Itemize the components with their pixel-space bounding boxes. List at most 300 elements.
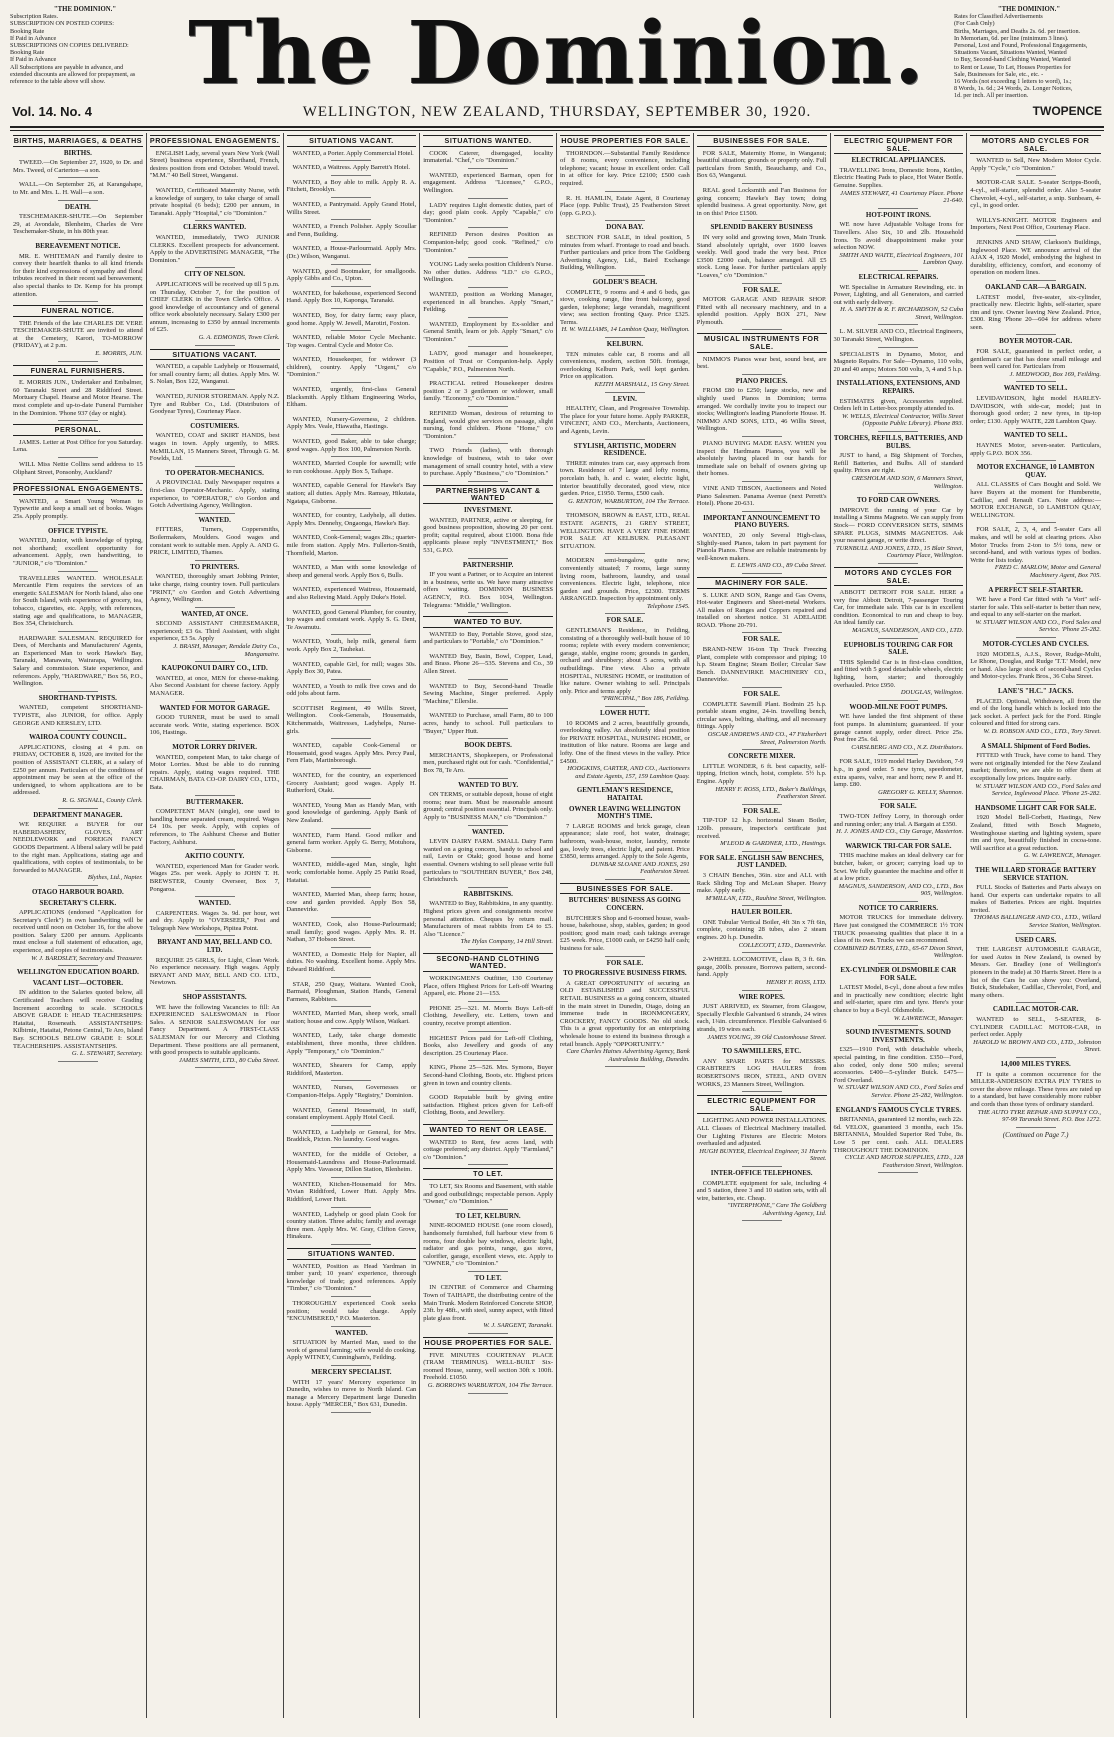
- ad-text: COMPETENT MAN (single), one used to handling home separated cream, required. Wages £4 10s. per week. Apply, with copies of references, to The Ashhurst Cheese and Butter Factory, Ashhurst.: [149, 808, 280, 846]
- ad-text: WANTED, at once, MEN for cheese-making. Also Second Assistant for cheese factory. Apply MANAGER.: [149, 674, 280, 698]
- ad-subheading: BIRTHS.: [63, 148, 92, 157]
- ad-text: 3 CHAIN Benches, 36in. size and ALL with Rack Sliding Top and McLean Shaper. Heavy make. Apply early.: [696, 871, 827, 895]
- ad-separator: [331, 382, 371, 383]
- ad-separator: [195, 896, 235, 897]
- classified-ad: [150, 754, 280, 792]
- ad-subheading: USED CARS.: [1015, 935, 1057, 944]
- ad-separator: [742, 329, 782, 330]
- classified-ad: [423, 447, 553, 477]
- ad-separator: [331, 330, 371, 331]
- ad-signature: G. A. EDMONDS, Town Clerk.: [198, 334, 280, 342]
- ad-subheading: EX-CYLINDER OLDSMOBILE CAR FOR SALE.: [840, 966, 957, 982]
- column-7: [831, 133, 968, 1718]
- ad-text: FULL Stocks of Batteries and Parts always on hand. Our experts can undertake repairs to all makes of Batteries. Prices are right. Inquiries invited.: [970, 884, 1101, 914]
- ad-separator: [331, 1326, 371, 1327]
- ad-text: WANTED, good Baker, able to take charge; good wages. Apply Box 100, Palmerston North.: [286, 438, 417, 453]
- section-heading: FUNERAL FURNISHERS.: [13, 365, 143, 377]
- ad-subheading: TO SAWMILLERS, ETC.: [722, 1047, 802, 1056]
- ad-separator: [331, 917, 371, 918]
- ad-separator: [58, 361, 98, 362]
- classified-ad: [423, 791, 553, 821]
- ad-subheading: ENGLAND'S FAMOUS CYCLE TYRES.: [835, 1105, 962, 1114]
- ad-separator: [58, 1061, 98, 1062]
- ad-text: WANTED, a Smart Young Woman to Typewrite and keep a small set of books. Wages 25s. Apply promptly.: [13, 497, 143, 520]
- rates-line: Subscription Rates.: [10, 13, 59, 21]
- classified-ad: [834, 284, 964, 322]
- ad-text: MODERN semi-bungalow, quite new; conveniently situated; 7 rooms, large sunny living room, bathroom, laundry, and usual conveniences. Electric light, telephone, nice garden and grounds. Price, £2300. TERMS ARRANGED. Inspection by appointment only.: [560, 557, 690, 603]
- classified-ad: [287, 164, 417, 172]
- ad-separator: [58, 691, 98, 692]
- ad-signature: Telephone 1545.: [647, 602, 690, 610]
- classified-ad: [834, 914, 964, 960]
- ad-separator: [331, 605, 371, 606]
- classified-ad: [150, 808, 280, 846]
- ad-separator: [58, 730, 98, 731]
- ad-text: WANTED, Nursery-Governess, 2 children. Apply Mrs. Veale, Hiawatha, Hastings.: [286, 415, 417, 431]
- ad-separator: [742, 687, 782, 688]
- classified-ad: [970, 651, 1101, 681]
- classified-ad: [423, 1005, 553, 1028]
- classified-ad: [697, 1058, 827, 1088]
- ad-text: WILL Miss Nettie Collins send address to 15 Oliphant Street, Ponsonby, Auckland?: [13, 461, 143, 476]
- ad-subheading: KELBURN.: [606, 340, 644, 349]
- ad-text: THE LARGEST AUTOMOBILE GARAGE, for used Autos in New Zealand, is owned by Messrs. Ger. Bradley (one of Wellington's pioneers in the trade) at 30 Harris Street. Here is a list of the Cars he can show you: Overland, Buick, Studebaker, Cadillac, Chevrolet, Ford, and many others.: [970, 946, 1101, 999]
- ad-separator: [605, 439, 645, 440]
- ad-separator: [742, 804, 782, 805]
- ad-separator: [58, 885, 98, 886]
- classified-ad: [287, 416, 417, 431]
- ad-text: WANTED, COAT and SKIRT HANDS, best wages in town. Apply urgently, to MRS. McMILLAN, 15 Manners Street, Through G. M. Fowlds, Ltd.: [149, 432, 280, 463]
- classified-ad: [287, 268, 417, 283]
- ad-subheading: DEATH.: [64, 202, 91, 211]
- classified-ad: [697, 763, 827, 801]
- ad-text: FITTERS, Turners, Coppersmiths, Boilermakers, Moulders. Good wages and constant work to suitable men. Apply A. AND G. PRICE, LIMITED, Thames.: [149, 526, 280, 557]
- ad-text: SCOTTISH Regiment, 49 Willis Street, Wellington. Cook-Generals, Housemaids, Kitchenmaids, Waitresses, Ladyhelps, Nurse-girls.: [286, 704, 417, 735]
- classified-ad: [970, 596, 1101, 634]
- classified-ad: [697, 646, 827, 684]
- ad-separator: [468, 376, 508, 377]
- ad-text: WANTED, position as Working Manager, experienced in all branches. Apply "Smart," Feilding.: [423, 290, 553, 314]
- ad-text: IN addition to the Salaries quoted below, all Certificated Teachers will receive Grading Increment according to scale. SCHOOLS ABOVE GRADE I: HEAD TEACHERSHIPS: Hataitai, Roseneath. ASSISTANTSHIPS: Kilbirnie, Hataitai, Petone Central, Te Aro, Island Bay. SCHOOLS BELOW GRADE I: SOLE TEACHERSHIPS. ASSISTANTSHIPS.: [13, 989, 143, 1050]
- ad-text: TRAVELLING Irons, Domestic Irons, Kettles, Electric Heating Pads to place, Hot Water Bottle. Genuine. Supplies.: [833, 166, 964, 189]
- ad-text: ALL CLASSES of Cars Bought and Sold. We have Buyers at the moment for Humberette, Cadillac, and Renault Cars. Note address:— MOTOR EXCHANGE, 10 LAMBTON QUAY, WELLINGTON.: [970, 481, 1101, 519]
- ad-text: IN very solid and growing town, Main Trunk. Stand absolutely upright, over 1600 loaves weekly. Well good trade the very best. Price £3500 £2000 cash, balance arranged. All £5 stock. Long lease. For further particulars apply "Loaves," c/o "Dominion.": [696, 233, 827, 279]
- classified-ad: [287, 981, 417, 1004]
- subscription-rates-box: [10, 6, 160, 85]
- ad-text: LADY requires Light domestic duties, part of day; good plain cook. Apply "Capable," c/o "Dominion.": [423, 201, 553, 224]
- ad-text: KING, Phone 25—526. Mrs. Symons, Buyer Second-hand Clothing, Boots, etc. Highest prices given in town and country clients.: [423, 1064, 553, 1087]
- classified-ad: [150, 714, 280, 737]
- ad-subheading: GOLDER'S BEACH.: [592, 277, 658, 286]
- ad-text: WANTED, Employment by Ex-soldier and General Smith, learn or job. Apply "Smart," c/o "Dominion.": [423, 320, 553, 343]
- column-2: [147, 133, 284, 1718]
- ad-text: WANTED, Shearers for Camp, apply Riddiford, Masterton.: [286, 1062, 417, 1077]
- ad-separator: [468, 708, 508, 709]
- ad-subheading: TO FORD CAR OWNERS.: [856, 496, 940, 505]
- ad-text: WANTED to Buy, Portable Stove, good size, and particulars to "Portable," c/o "Dominion.": [423, 630, 553, 646]
- classified-ad: [560, 150, 690, 188]
- ad-text: WANTED, Married Couple for sawmill; wife to run cookhouse. Apply Box 5, Taihape.: [286, 460, 417, 475]
- classified-ad: [834, 351, 964, 374]
- classified-ad: [13, 909, 143, 962]
- ad-text: SPECIALISTS in Dynamo, Motor, and Magneto Repairs. For Sale—Dynamo, 110 volts, 20 and 40 amps; Motors 500 volts, 3, 4 and 5 h.p.: [833, 350, 964, 373]
- ad-subheading: BUTCHERS' BUSINESS AS GOING CONCERN.: [568, 896, 681, 913]
- ad-subheading: WELLINGTON EDUCATION BOARD.: [16, 968, 139, 977]
- ad-separator: [468, 257, 508, 258]
- classified-ad: [834, 221, 964, 267]
- rates-line: Booking Rate: [10, 27, 45, 35]
- ad-separator: [468, 406, 508, 407]
- ad-signature: HUGH BUNYER, Electrical Engineer, 31 Harris Street.: [699, 1147, 827, 1163]
- ad-signature: JAMES STEWART, 41 Courtenay Place. Phone 21-640.: [840, 189, 964, 205]
- ad-text: APPLICATIONS (endorsed "Application for Secretary's Clerk") in own handwriting will be received until noon on October 16, for the above position. Salary £200 per annum. Applicants must enclose a full statement of education, age, experience, and copies of testimonials.: [13, 909, 143, 955]
- classified-ad: [13, 213, 143, 236]
- ad-text: WANTED, capable Girl, for mill; wages 30s. Apply Box 30, Patea.: [286, 660, 417, 676]
- ad-text: JENKINS AND SHAW, Clarkson's Buildings, Inglewood Place. WE announce arrival of the AJAX 4, 1920 Model, embodying the highest in durability, efficiency, comfort, and economy of operation on modern lines.: [970, 238, 1101, 277]
- ad-separator: [1016, 801, 1056, 802]
- ad-subheading: ELECTRICAL REPAIRS.: [858, 272, 939, 281]
- ad-text: TEN minutes cable car, 8 rooms and all conveniences, modern, section 50ft. frontage, overlooking Kelburn Park, well kept garden. Price on application.: [560, 350, 690, 381]
- ad-signature: OSCAR ANDREWS AND CO., 47 Fitzherbert Street, Palmerston North.: [707, 731, 827, 746]
- ad-separator: [468, 558, 508, 559]
- ad-text: FIVE MINUTES COURTENAY PLACE (TRAM TERMINUS). WELL-BUILT Six-roomed House, sunny, well section 30ft x 100ft. Freehold. £1050.: [423, 1351, 553, 1382]
- ad-text: MOTOR GARAGE AND REPAIR SHOP. Fitted with all necessary machinery, and in a splendid position. Apply BOX 271, New Plymouth.: [696, 296, 827, 326]
- rates-line: Rates for Classified Advertisements: [954, 13, 1043, 21]
- ad-text: WORKINGMEN'S Outfitter, 130 Courtenay Place, offers Highest Prices for Left-off Wearing Apparel, etc. Phone 21—153.: [423, 975, 553, 998]
- ad-separator: [195, 267, 235, 268]
- ad-separator: [58, 524, 98, 525]
- ad-text: WANTED, Cook-General; wages 28s.; quarter-mile from station. Apply Mrs. Fullerton-Smith, Thornfield, Marton.: [286, 534, 417, 557]
- ad-text: ABBOTT DETROIT FOR SALE. HERE a very fine Abbott Detroit, 7-passenger Touring Car, for immediate sale. This car is in excellent condition. Economical to run and cheap to buy. An ideal family car.: [833, 589, 964, 627]
- ad-separator: [195, 849, 235, 850]
- dateline-bar: [10, 104, 1104, 122]
- classified-ad: [423, 712, 553, 735]
- ad-text: WANTED, a Boy able to milk. Apply R. A. Fitchett, Brooklyn.: [286, 178, 417, 194]
- ad-subheading: WAIROA COUNTY COUNCIL.: [29, 733, 127, 742]
- classified-ad: [287, 638, 417, 653]
- ad-separator: [58, 420, 98, 421]
- ad-signature: FRED C. MARLOW, Motor and General Machinery Agent, Box 705.: [994, 564, 1101, 579]
- ad-separator: [331, 1006, 371, 1007]
- ad-text: WANTED, Boy, for dairy farm; easy place, good home. Apply W. Jewell, Marotiri, Foxton.: [286, 311, 417, 327]
- ad-text: FOR SALE, 1919 model Harley Davidson, 7-9 h.p., in good order. 5 new tyres, speedometer, extra spares, valve, rear and horn; new P. and H. lamp. £80.: [833, 758, 964, 789]
- classified-ad: [834, 758, 964, 796]
- ad-text: FOR SALE, guaranteed in perfect order, a gentleman's car that has done small mileage and been well cared for. Particulars from: [970, 348, 1101, 371]
- ad-separator: [58, 177, 98, 178]
- ad-text: A GREAT OPPORTUNITY of securing an OLD ESTABLISHED and SUCCESSFUL RETAIL BUSINESS as a going concern, situated in the main street in Dunedin, Otago, doing an immense trade in IRONMONGERY, CROCKERY, FANCY GOODS. No old stock. This is a great opportunity for an enterprising wholesale house to extend its business through a retail branch. Apply "OPPORTUNITY.": [560, 979, 690, 1048]
- ad-text: ENGLISH Lady, several years New York (Wall Street) business experience, Shorthand, French, desires position from end October. Would travel. "M.M." 40 Bell Street, Wanganui.: [149, 149, 280, 180]
- ad-subheading: HANDSOME LIGHT CAR FOR SALE.: [975, 803, 1097, 812]
- ad-separator: [742, 283, 782, 284]
- ad-separator: [331, 352, 371, 353]
- ad-subheading: OFFICE TYPISTE.: [47, 526, 108, 535]
- ad-text: WANTED, JUNIOR STOREMAN. Apply N.Z. Tyre and Rubber Co., Ltd. (Distributors of Goodyear Tyres), Courtenay Place.: [149, 393, 280, 416]
- ad-text: TRAVELLERS WANTED. WHOLESALE Mercantile Firm requires the services of an energetic SALESMAN for North Island, also one for South Island, with experience of grocery, tea, tobacco, cigarettes, etc. Apply, with references, stating age and qualifications, to MANAGER, Box 354, Christchurch.: [13, 574, 143, 628]
- dateline: WELLINGTON, NEW ZEALAND, THURSDAY, SEPTEMBER 30, 1920.: [302, 104, 812, 120]
- ad-subheading: WANTED TO SELL.: [1003, 431, 1068, 440]
- ad-separator: [605, 553, 645, 554]
- ad-text: ON TERMS, or suitable deposit, house of eight rooms; near tram. Must be reasonable amount ground; central position essential. Principals only. Apply to "BUSINESS MAN," c/o "Dominion.": [423, 791, 553, 821]
- classified-ad: [287, 891, 417, 914]
- classified-ad: [697, 234, 827, 280]
- ad-separator: [1016, 334, 1056, 335]
- classified-ad: [287, 683, 417, 698]
- ad-text: REFINED Person desires Position as Companion-help; good cook. "Refined," c/o "Dominion.": [423, 231, 553, 254]
- rates-line: If Paid in Advance: [10, 34, 57, 42]
- newspaper-title: The Dominion.: [188, 3, 926, 104]
- ad-text: WANTED, reliable Motor Cycle Mechanic. Top wages. Central Cycle and Motor Co.: [286, 334, 417, 349]
- ad-separator: [742, 374, 782, 375]
- classified-ad: [697, 187, 827, 217]
- rates-line: SUBSCRIPTION ON POSTED COPIES:: [10, 20, 115, 28]
- ad-separator: [878, 563, 918, 564]
- ad-separator: [331, 1125, 371, 1126]
- ad-subheading: BOOK DEBTS.: [464, 741, 512, 750]
- ad-text: WE Specialise in Armature Rewinding, etc. in Power, Lighting, and all Generators, and carried out with early delivery.: [833, 283, 964, 306]
- ad-subheading: FOR SALE.: [606, 958, 644, 967]
- ad-text: WANTED, middle-aged Man, single, light work; comfortable home. Apply 25 Patiki Road, Hataitai.: [286, 861, 417, 884]
- classified-ad: [13, 537, 143, 567]
- classified-ad: [697, 1003, 827, 1041]
- rates-line: to Rent or Lease, To Let, Houses Properties for: [954, 63, 1071, 71]
- ad-separator: [742, 990, 782, 991]
- classified-ad: [150, 957, 280, 987]
- classified-ad: [150, 432, 280, 462]
- ad-separator: [195, 560, 235, 561]
- ad-separator: [195, 1067, 235, 1068]
- section-heading: MOTORS AND CYCLES FOR SALE.: [834, 567, 964, 586]
- ad-subheading: MOTOR-CYCLES AND CYCLES.: [982, 640, 1089, 649]
- classified-ad: [287, 1151, 417, 1174]
- ad-separator: [1016, 381, 1056, 382]
- ad-text: WANTED, General Housemaid, in staff, constant employment. Apply Hotel Cecil.: [286, 1106, 417, 1122]
- ad-separator: [331, 530, 371, 531]
- classified-ad: [560, 234, 690, 272]
- classified-ad: [697, 1180, 827, 1218]
- ad-text: WANTED, for the middle of October, a Housemaid-Laundress and House-Parlourmaid. Apply Mrs. Vavasour, Dillon Station, Blenheim.: [286, 1151, 417, 1174]
- ad-subheading: ELECTRICAL APPLIANCES.: [851, 156, 946, 165]
- ad-separator: [742, 632, 782, 633]
- classified-ad: [287, 1084, 417, 1099]
- ad-text: HEALTHY, Clean, and Progressive Township. The place for your future home. Apply PARKER, VINCENT, AND CO., Merchants, Auctioneers, and Agents, Levin.: [560, 405, 690, 435]
- classified-ad: [13, 989, 143, 1057]
- ad-separator: [468, 738, 508, 739]
- rates-line: 8 Words, 1s. 6d.; 24 Words, 2s. Longer Notices,: [954, 85, 1073, 93]
- ad-separator: [331, 560, 371, 561]
- ad-separator: [331, 1080, 371, 1081]
- classified-ad: [423, 517, 553, 555]
- ad-text: WANTED, competent Man, to take charge of Motor Lorries. Must be able to do running repairs. Apply, stating wages required. THE CHAIRMAN, BATA CO-OP. DAIRY CO., LTD., Bata.: [149, 753, 280, 791]
- classified-ad: [834, 813, 964, 836]
- ad-text: GOOD TURNER, must be used to small accurate work. Write, stating experience. BOX 106, Hastings.: [149, 714, 280, 737]
- ad-text: NINE-ROOMED HOUSE (one room closed), handsomely furnished, full harbour view from 6 rooms, four double bay windows, electric light, radiator and gas points, range, gas stove, calorifier, garage, excellent views, etc. Apply to "OWNER," c/o "Dominion.": [423, 1222, 553, 1268]
- ad-subheading: WIRE ROPES.: [738, 992, 785, 1001]
- ad-text: WANTED, a Porter. Apply Commercial Hotel.: [292, 149, 414, 157]
- ad-text: THIS machine makes an ideal delivery car for butcher, baker, or grocer; carrying load up to 5cwt. We fully guarantee the machine and offer it at a low price.: [833, 852, 964, 883]
- ad-subheading: FOR SALE.: [606, 616, 644, 625]
- ad-subheading: RABBITSKINS.: [463, 889, 513, 898]
- classified-ad: [560, 627, 690, 703]
- rates-line: Sale, Businesses for Sale, etc., etc. -: [954, 70, 1044, 78]
- ad-separator: [331, 798, 371, 799]
- classified-ad: [287, 1129, 417, 1144]
- ad-subheading: WOOD-MILNE FOOT PUMPS.: [849, 702, 948, 711]
- classified-ad: [287, 1263, 417, 1293]
- ad-text: ANY SPARE PARTS for MESSRS. CRABTREE'S LOG HAULERS from ROBERTSON'S IRON, STEEL, AND OVEN WORKS, 23 Manners Street, Wellington.: [696, 1057, 827, 1088]
- ad-text: STAR, 250 Quay, Waitara. Wanted Cook, Barmaid, Ploughman, Station Hands, General Farmers, Rabbiters.: [286, 980, 417, 1003]
- ad-signature: M'MILLAN, LTD., Rauhine Street, Wellington.: [705, 894, 827, 902]
- volume-number: Vol. 14. No. 4: [12, 104, 92, 119]
- classified-ad: [423, 631, 553, 646]
- classified-ad: [697, 919, 827, 949]
- ad-text: LEVIDAVIDSON, light model HARLEY-DAVIDSON, with side-car, model; just in thorough good order; 2 new tyres, in tip-top order; £130. Apply WAITE, 228 Lambton Quay.: [970, 395, 1101, 425]
- classified-ad: [287, 861, 417, 884]
- classified-ad: [697, 150, 827, 180]
- ad-subheading: FOR SALE.: [880, 802, 917, 811]
- ad-subheading: SHOP ASSISTANTS.: [182, 993, 247, 1002]
- classified-ad: [287, 201, 417, 216]
- classified-ad: [834, 398, 964, 428]
- ad-signature: H. W. WILLIAMS, 14 Lambton Quay, Wellington.: [561, 326, 690, 334]
- ad-signature: MAGNUS, SANDERSON, AND CO., LTD., Box 905, Wellington.: [838, 882, 964, 898]
- ad-separator: [742, 1220, 782, 1221]
- ad-text: MR. E. WHITEMAN and Family desire to convey their heartfelt thanks to all kind friends for their kind expressions of sympathy and floral tributes received in their recent sad bereavement; also special thanks to Dr. Kemp for his prompt attention.: [13, 252, 143, 298]
- ad-separator: [878, 638, 918, 639]
- classified-ad: [287, 772, 417, 795]
- ad-separator: [195, 701, 235, 702]
- ad-signature: "PRINCIPAL," Box 186, Feilding.: [601, 695, 690, 703]
- ad-signature: Blythes, Ltd., Napier.: [87, 874, 143, 882]
- ad-text: WANTED to Buy, Rabbitskins, in any quantity. Highest prices given and consignments receive personal attention. Cheques by return mail. Manufacturers of meat rabbits from £4 to £5. Also "Licence.": [423, 900, 553, 938]
- ad-text: WANTED, a Ladyhelp or General, for Mrs. Braddick, Picton. No laundry. Good wages.: [286, 1128, 417, 1144]
- rates-line: 1d. per inch. All per insertion.: [954, 92, 1029, 100]
- ad-text: WANTED to SELL, 5-SEATER, 8-CYLINDER CADILLAC MOTOR-CAR, in perfect order. Apply: [970, 1016, 1101, 1039]
- classified-ad: [287, 150, 417, 158]
- ad-text: WE now have Adjustable Voltage Irons for Travellers. Also Six, 10 and 2lb. Household Irons. To avoid disappointment make your selection NOW.: [833, 221, 964, 252]
- ad-separator: [1016, 1057, 1056, 1058]
- section-heading: WANTED TO BUY.: [423, 616, 553, 628]
- rates-line: In Memoriam, 6d. per line (minimum 3 lines).: [954, 34, 1069, 42]
- ad-signature: H. A. SMYTH & R. F. RICHARDSON, 52 Cuba Street, Wellington.: [840, 306, 964, 321]
- classified-ad: [970, 752, 1101, 798]
- ad-separator: [331, 1028, 371, 1029]
- classified-ad: [13, 379, 143, 417]
- ad-text: TO LET, Six Rooms and Basement, with stable and good outbuildings; respectable person. Apply "Owner," c/o "Dominion.": [423, 1182, 553, 1206]
- ad-subheading: WANTED TO BUY.: [458, 780, 519, 789]
- ad-separator: [1016, 933, 1056, 934]
- classified-ad: [834, 167, 964, 205]
- ad-subheading: FOR SALE.: [743, 806, 780, 815]
- ad-text: HAYNES Motor, seven-seater. Particulars, apply G.P.O. BOX 356.: [970, 442, 1101, 457]
- ad-separator: [878, 700, 918, 701]
- ad-signature: E. LEWIS AND CO., 89 Cuba Street.: [730, 562, 827, 570]
- classified-ad: [560, 823, 690, 876]
- ad-text: MOTOR TRUCKS for immediate delivery. Have just consigned the COMMERCE 1½ TON TRUCK possessing qualities that place it in a class of its own. Trucks we can recommend.: [833, 914, 964, 945]
- classified-ad: [287, 482, 417, 505]
- ad-text: WANTED, a Waitress. Apply Barrett's Hotel.: [292, 164, 411, 172]
- ad-text: JUST ARRIVED, ex Steamer, from Glasgow, Specially Flexible Galvanised 6 strands, 24 wires each, 1¼in. circumference. Flexible Galvanised 6 strands, 19 wires each.: [696, 1003, 827, 1033]
- ad-separator: [742, 183, 782, 184]
- ad-text: WANTED, Junior, with knowledge of typing, not shorthand; excellent opportunity for advancement. Apply, own handwriting, to "JUNIOR," c/o "Dominion.": [13, 537, 143, 567]
- ad-text: FROM £80 to £250; large stocks, new and slightly used Pianos in Dominion; terms arranged. We cordially invite you to inspect our stocks; Wellington's leading Pianoforte House. H. NIMMO AND SONS, LTD., 46 Willis Street, Wellington.: [696, 387, 827, 433]
- ad-text: WANTED to Rent, few acres land, with cottage preferred; any district. Apply "Farmland," c/o "Dominion.": [423, 1138, 553, 1161]
- classified-ad: [423, 900, 553, 946]
- ad-signature: R. G. SIGNALL, County Clerk.: [62, 796, 143, 804]
- ad-signature: CYCLE AND MOTOR SUPPLIES, LTD., 128 Featherston Street, Wellington.: [844, 1154, 964, 1169]
- ad-separator: [195, 607, 235, 608]
- classified-ad: [423, 150, 553, 165]
- ad-separator: [742, 952, 782, 953]
- ad-text: TESCHEMAKER-SHUTE.—On September 29, at Avondale, Blenheim, Charles de Vere Teschemaker-Shute, in his 80th year.: [13, 213, 143, 236]
- ad-text: WE have a Ford Car fitted with "a Vort" self-starter for sale. This self-starter is better than new, and equal to any self-starter on the market.: [970, 596, 1101, 619]
- classified-ad: [834, 1046, 964, 1099]
- ad-text: WANTED, Certificated Maternity Nurse, with a knowledge of surgery, to take charge of small private hospital (6 beds); £200 per annum, in Taranaki. Apply "Hospital," c/o "Dominion.": [149, 186, 280, 217]
- ad-separator: [331, 738, 371, 739]
- section-heading: BIRTHS, MARRIAGES, & DEATHS: [13, 136, 143, 145]
- classified-ad: [423, 1352, 553, 1390]
- ad-text: APPLICATIONS, closing at 4 p.m. on FRIDAY, OCTOBER 8, 1920, are invited for the position of ASSISTANT CLERK, at a salary of £250 per annum. Particulars of the conditions of appointment may be seen at the office of the undersigned, to whom applications are to be addressed.: [13, 743, 143, 797]
- ad-subheading: BOYER MOTOR-CAR.: [999, 337, 1073, 346]
- ad-subheading: WANTED TO SELL.: [1003, 384, 1068, 393]
- ad-separator: [195, 513, 235, 514]
- ad-separator: [1016, 460, 1056, 461]
- column-3: [284, 133, 421, 1718]
- ad-separator: [195, 795, 235, 796]
- ad-separator: [331, 412, 371, 413]
- classified-ad: [287, 1339, 417, 1362]
- ad-text: WANTED, a capable Ladyhelp or Housemaid, for small country farm; all duties. Apply Mrs. W. S. Nolan, Box 122, Wanganui.: [149, 363, 280, 386]
- ad-separator: [331, 1207, 371, 1208]
- ad-signature: G. L. STEWART, Secretary.: [71, 1050, 143, 1058]
- ad-separator: [468, 443, 508, 444]
- ad-separator: [195, 466, 235, 467]
- ad-text: SECTION FOR SALE, in ideal position, 5 minutes from wharf. Frontage to road and beach. Further particulars and price from The Goldberg Advertising Agency, Ltd., Baird Exchange Building, Wellington.: [560, 233, 690, 272]
- ad-signature: W. STUART WILSON AND CO., Ford Sales and Service, Inglewood Place. 'Phone 25-282.: [975, 782, 1101, 798]
- ad-separator: [605, 1066, 645, 1067]
- ad-signature: G. RENTON, WARBURTON, 104 The Terrace.: [568, 497, 690, 505]
- ad-text: WANTED, a House-Parlourmaid. Apply Mrs. (Dr.) Wilson, Wanganui.: [286, 245, 417, 260]
- ad-separator: [742, 749, 782, 750]
- ad-subheading: TO PRINTERS.: [190, 562, 240, 571]
- ad-subheading: WARWICK TRI-CAR FOR SALE.: [845, 841, 952, 850]
- ad-text: CARPENTERS. Wages 3s. 9d. per hour, wet and dry. Apply to "OVERSEER," Post and Telegraph New Workshops, Pipitea Point.: [149, 909, 280, 932]
- classified-ad: [560, 289, 690, 335]
- ad-separator: [742, 573, 782, 574]
- section-heading: WANTED TO RENT OR LEASE.: [423, 1124, 553, 1136]
- ad-subheading: SECRETARY'S CLERK.: [39, 898, 117, 907]
- ad-separator: [468, 1001, 508, 1002]
- ad-separator: [468, 1393, 508, 1394]
- section-heading: TO LET.: [423, 1168, 553, 1180]
- ad-separator: [468, 1060, 508, 1061]
- ad-text: WANTED, Farm Hand. Good milker and general farm worker. Apply G. Berry, Motuhora, Gisborne.: [286, 831, 417, 854]
- classified-ad: [287, 1032, 417, 1055]
- ad-text: LEVIN DAIRY FARM. SMALL Dairy Farm wanted on a going concern, handy to school and rail, Levin or Otaki; good house and home essential. Owners wishing to sell please write full particulars to "SOUTHERN BUYER," Box 248, Christchurch.: [423, 838, 553, 884]
- ad-text: WILLYS-KNIGHT. MOTOR Engineers and Importers, Next Post Office, Courtenay Place.: [970, 216, 1101, 232]
- classified-ad: [697, 1117, 827, 1163]
- ad-text: WANTED, for country, Ladyhelp, all duties. Apply Mrs. Dennehy, Ongaonga, Hawke's Bay.: [286, 512, 417, 527]
- rates-line: reference to the table above will show.: [10, 78, 106, 86]
- ad-subheading: SOUND INVESTMENTS. SOUND INVESTMENTS.: [845, 1028, 951, 1044]
- ad-subheading: IMPORTANT ANNOUNCEMENT TO PIANO BUYERS.: [703, 513, 821, 530]
- classified-ad: [287, 1181, 417, 1204]
- classified-ad: [970, 481, 1101, 519]
- rates-line: (For Cash Only): [954, 20, 995, 28]
- ad-separator: [331, 434, 371, 435]
- ad-signature: J. BRASH, Manager, Rendale Dairy Co., Mangamaire.: [173, 643, 280, 658]
- classified-ad: [150, 675, 280, 698]
- ad-subheading: BEREAVEMENT NOTICE.: [35, 241, 121, 250]
